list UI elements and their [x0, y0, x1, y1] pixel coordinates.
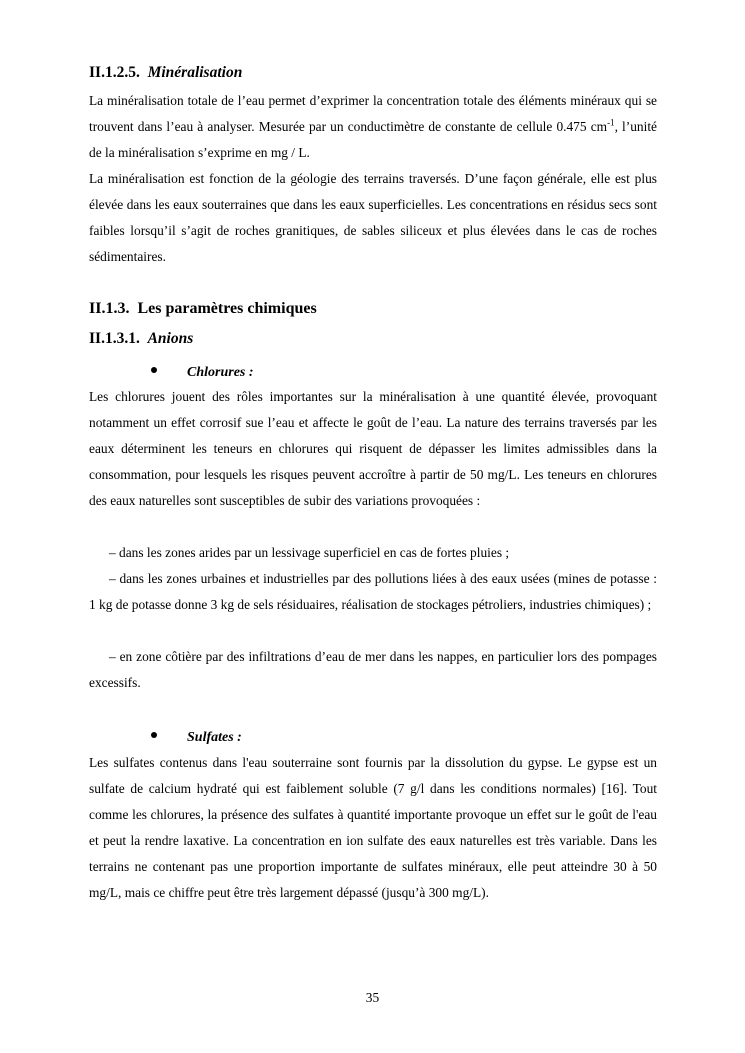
heading-title: Minéralisation — [147, 64, 243, 81]
list-item-chlorures-2: – dans les zones urbaines et industrielles par des pollutions liées à des eaux usées (mines de potasse : 1 kg de potasse donne 3 kg de sels résiduaires, réalisation de stockages pétroliers, industries chimiques) ; — [89, 571, 657, 612]
heading-title: Anions — [147, 330, 194, 347]
bullet-label: Sulfates : — [187, 730, 242, 745]
paragraph-text: La minéralisation totale de l’eau permet d’exprimer la concentration totale des éléments minéraux qui se trouvent dans l’eau à analyser. Mesurée par un conductimètre de constante de cellule 0.475 cm — [89, 93, 657, 134]
heading-number: II.1.3.1. — [89, 330, 140, 347]
heading-parametres-chimiques — [89, 299, 657, 319]
paragraph-sulfates: Les sulfates contenus dans l'eau souterraine sont fournis par la dissolution du gypse. Le gypse est un sulfate de calcium hydraté qui est faiblement soluble (7 g/l dans les conditions normales) [16]. Tout comme les chlorures, la présence des sulfates à quantité importante provoque un effet sur le goût de l'eau et peut la rendre laxative. La concentration en ion sulfate des eaux naturelles est très variable. Dans les terrains ne contenant pas une proportion importante de sulfates minéraux, elle peut atteindre 30 à 50 mg/L, mais ce chiffre peut être très largement dépassé (jusqu’à 300 mg/L). — [89, 755, 657, 900]
bullet-dot-icon — [151, 367, 157, 373]
bullet-sulfates — [151, 728, 242, 748]
paragraph-chlorures: Les chlorures jouent des rôles importantes sur la minéralisation à une quantité élevée, provoquant notamment un effet corrosif sue l’eau et affecte le goût de l’eau. La nature des terrains traversés par les eaux déterminent les teneurs en chlorures qui risquent de dépasser les limites admissibles dans la consommation, pour lesquels les risques peuvent accroître à partir de 50 mg/L. Les teneurs en chlorures des eaux naturelles sont susceptibles de subir des variations provoquées : — [89, 389, 657, 508]
list-item-chlorures-1: – dans les zones arides par un lessivage superficiel en cas de fortes pluies ; — [109, 545, 510, 560]
paragraph-text: , l’unité de la minéralisation s’exprime en mg / L. — [89, 119, 657, 160]
heading-number: II.1.3. — [89, 300, 130, 317]
heading-title: Les paramètres chimiques — [137, 300, 317, 317]
paragraph-mineralisation-2: La minéralisation est fonction de la géologie des terrains traversés. D’une façon générale, elle est plus élevée dans les eaux souterraines que dans les eaux superficielles. Les concentrations en résidus secs sont faibles lorsqu’il s’agit de roches granitiques, de sables siliceux et plus élevées dans le cas de roches sédimentaires. — [89, 171, 657, 264]
heading-anions — [89, 329, 657, 349]
bullet-label: Chlorures : — [187, 365, 254, 380]
superscript: -1 — [607, 117, 615, 128]
heading-number: II.1.2.5. — [89, 64, 140, 81]
paragraph-mineralisation-1 — [89, 88, 657, 166]
bullet-dot-icon — [151, 732, 157, 738]
heading-mineralisation — [89, 63, 657, 83]
list-item-chlorures-3: – en zone côtière par des infiltrations d’eau de mer dans les nappes, en particulier lors des pompages excessifs. — [89, 649, 657, 690]
bullet-chlorures — [151, 363, 254, 383]
page-number: 35 — [365, 990, 380, 1005]
